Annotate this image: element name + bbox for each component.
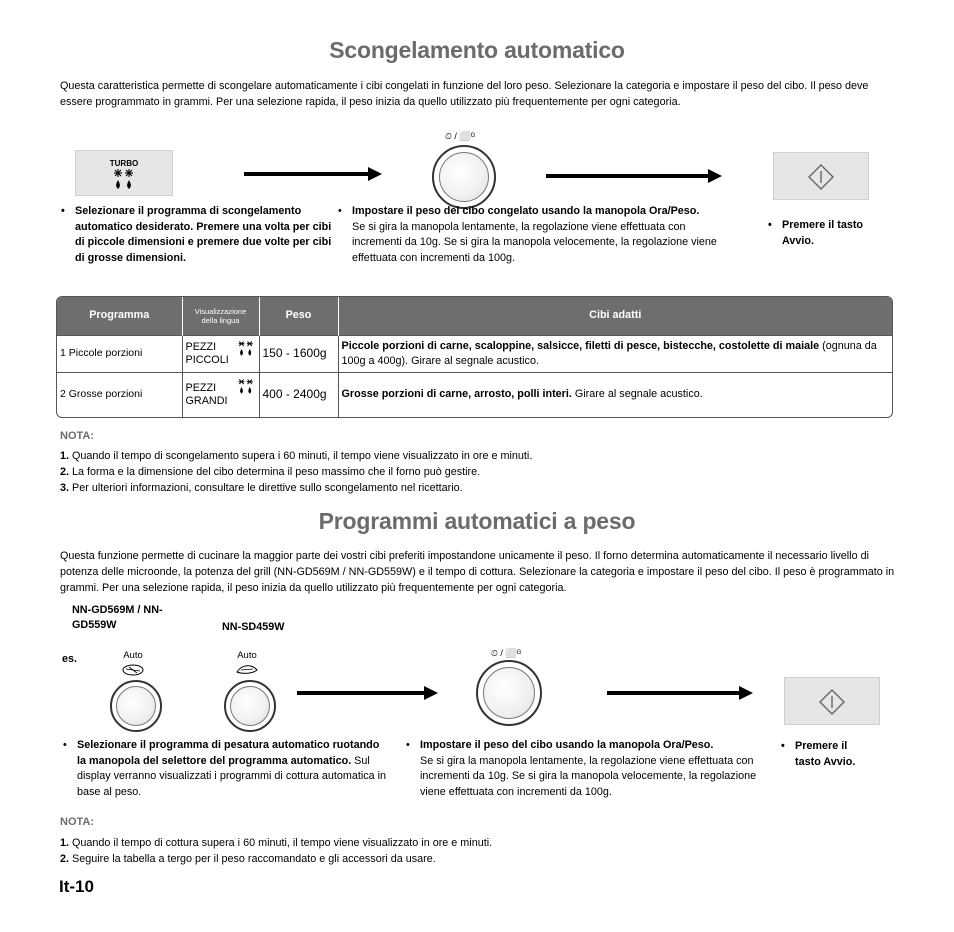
food-bold: Grosse porzioni di carne, arrosto, polli interi. (341, 387, 572, 400)
nota-item (60, 448, 920, 464)
turbo-label: TURBO (109, 159, 139, 168)
auto-program-knob-gd[interactable] (110, 680, 162, 732)
auto-label: Auto (237, 650, 257, 661)
nota-num: 3. (60, 482, 70, 494)
weight-cell: 150 - 1600g (259, 335, 338, 372)
model-label-gd: NN-GD569M / NN-GD559W (72, 604, 163, 631)
header-food: Cibi adatti (589, 308, 642, 321)
defrost-step-1 (61, 204, 335, 266)
display-cell (182, 372, 259, 417)
arrow-icon (297, 691, 424, 695)
table-row (57, 335, 892, 372)
time-weight-label: ⏲ / ⬜ᴳ (490, 648, 522, 658)
knob-face (483, 667, 535, 719)
auto-step-1 (63, 738, 391, 800)
defrost-step-1-text: Selezionare il programma di scongelamento automatico desiderato. Premere una volta per cibi di piccole dimensioni e premere due volte per cibi di grosse dimensioni. (75, 205, 332, 264)
knob-face (116, 686, 156, 726)
start-button[interactable] (784, 677, 880, 725)
auto-label: Auto (123, 650, 143, 661)
auto-step-2-bold: Impostare il peso del cibo usando la manopola Ora/Peso. (420, 739, 714, 751)
arrow-icon (244, 172, 368, 176)
display-text: PEZZI PICCOLI (185, 340, 229, 366)
bullet-icon: • (338, 205, 342, 217)
auto-food-icon (234, 662, 260, 676)
start-button[interactable] (773, 152, 869, 200)
nota-item (60, 851, 920, 867)
arrow-icon (546, 174, 708, 178)
auto-program-knob-sd[interactable] (224, 680, 276, 732)
auto-step-1-text: Sul display verranno visualizzati i programmi di cottura automatica in base al peso. (77, 754, 387, 798)
nota-text: Quando il tempo di cottura supera i 60 minuti, il tempo viene visualizzato in ore e minuti. (69, 837, 493, 849)
knob-face (230, 686, 270, 726)
time-weight-knob[interactable] (432, 145, 496, 209)
nota-text: Quando il tempo di scongelamento supera i 60 minuti, il tempo viene visualizzato in ore e minuti. (69, 450, 533, 462)
snowflake-drops-icon (237, 339, 255, 359)
nota-num: 2. (60, 466, 70, 478)
section-title-auto-weight: Programmi automatici a peso (318, 508, 636, 534)
defrost-step-2-bold: Impostare il peso del cibo congelato usando la manopola Ora/Peso. (352, 205, 700, 217)
arrow-icon (607, 691, 739, 695)
nota-text: Per ulteriori informazioni, consultare le direttive sullo scongelamento nel ricettario. (69, 482, 463, 494)
program-cell: 1 Piccole porzioni (57, 335, 182, 372)
nota-label: NOTA: (60, 430, 95, 442)
table-row (57, 372, 892, 417)
nota-text: La forma e la dimensione del cibo determina il peso massimo che il forno può gestire. (69, 466, 481, 478)
nota-item (60, 835, 920, 851)
nota-num: 1. (60, 837, 70, 849)
start-diamond-icon (808, 164, 834, 190)
display-cell (182, 335, 259, 372)
nota-num: 1. (60, 450, 70, 462)
time-weight-knob[interactable] (476, 660, 542, 726)
bullet-icon: • (768, 219, 772, 231)
defrost-programs-table (56, 296, 893, 418)
defrost-step-3 (768, 218, 882, 249)
defrost-intro: Questa caratteristica permette di scongelare automaticamente i cibi congelati in funzione del loro peso. Selezionare la categoria e impostare il peso del cibo. Il peso deve essere programmato in grammi. Per una selezione rapida, il peso inizia da quello utilizzato più frequentemente per ogni categoria. (60, 80, 869, 108)
food-cell (338, 335, 892, 372)
header-weight: Peso (259, 297, 338, 335)
auto-step-2-text: Se si gira la manopola lentamente, la regolazione viene effettuata con incrementi da 10g. Se si gira la manopola velocemente, la regolazione viene effettuata con incrementi da 100g. (420, 754, 757, 798)
bullet-icon: • (61, 205, 65, 217)
snowflake-drops-icon (112, 169, 136, 191)
nota-item (60, 464, 920, 480)
food-text: (ognuna da 100g a 400g). Girare al segnale acustico. (341, 339, 877, 367)
turbo-defrost-button[interactable] (75, 150, 173, 196)
defrost-step-3-text: Premere il tasto Avvio. (782, 219, 864, 247)
bullet-icon: • (406, 739, 410, 751)
header-display: Visualizzazione della lingua (182, 297, 259, 335)
auto-step-3-text: Premere il tasto Avvio. (795, 740, 856, 768)
auto-weight-intro: Questa funzione permette di cucinare la maggior parte dei vostri cibi preferiti impostandone unicamente il peso. Il forno determina automaticamente il necessario livello di potenza delle microonde, la potenza del grill (NN-GD569M / NN-GD559W) e il tempo di cottura. Selezionare la categoria e impostare il peso del cibo. Il peso è programmato in grammi. Per una selezione rapida, il peso inizia da quello utilizzato più frequentemente per ogni categoria. (60, 550, 895, 594)
section-title-defrost: Scongelamento automatico (329, 37, 625, 63)
nota-num: 2. (60, 853, 70, 865)
model-label-sd: NN-SD459W (222, 621, 285, 633)
knob-face (439, 152, 489, 202)
defrost-step-2-text: Se si gira la manopola lentamente, la regolazione viene effettuata con incrementi da 10g. Se si gira la manopola velocemente, la regolazione viene effettuata con incrementi da 100g. (352, 220, 717, 264)
defrost-step-2 (338, 204, 724, 266)
display-text: PEZZI GRANDI (185, 381, 228, 407)
table-header-row (57, 297, 892, 335)
weight-cell: 400 - 2400g (259, 372, 338, 417)
time-weight-label: ⏲ / ⬜ᴳ (444, 131, 476, 141)
auto-step-1-bold: Selezionare il programma di pesatura automatico ruotando la manopola del selettore del programma automatico. (77, 739, 380, 767)
auto-step-3 (781, 739, 875, 770)
bullet-icon: • (781, 740, 785, 752)
auto-step-2 (406, 738, 770, 800)
bullet-icon: • (63, 739, 67, 751)
food-text: Girare al segnale acustico. (571, 387, 703, 400)
start-diamond-icon (819, 689, 845, 715)
program-cell: 2 Grosse porzioni (57, 372, 182, 417)
nota-label: NOTA: (60, 816, 95, 828)
food-cell (338, 372, 892, 417)
page-number: It-10 (59, 877, 94, 896)
header-program: Programma (57, 297, 182, 335)
nota-text: Seguire la tabella a tergo per il peso raccomandato e gli accessori da usare. (69, 853, 436, 865)
snowflake-drops-icon (237, 377, 255, 397)
example-label: es. (62, 653, 78, 665)
food-bold: Piccole porzioni di carne, scaloppine, salsicce, filetti di pesce, bistecche, costolette di maiale (341, 339, 820, 352)
auto-food-icon (120, 662, 146, 676)
nota-item (60, 480, 920, 496)
